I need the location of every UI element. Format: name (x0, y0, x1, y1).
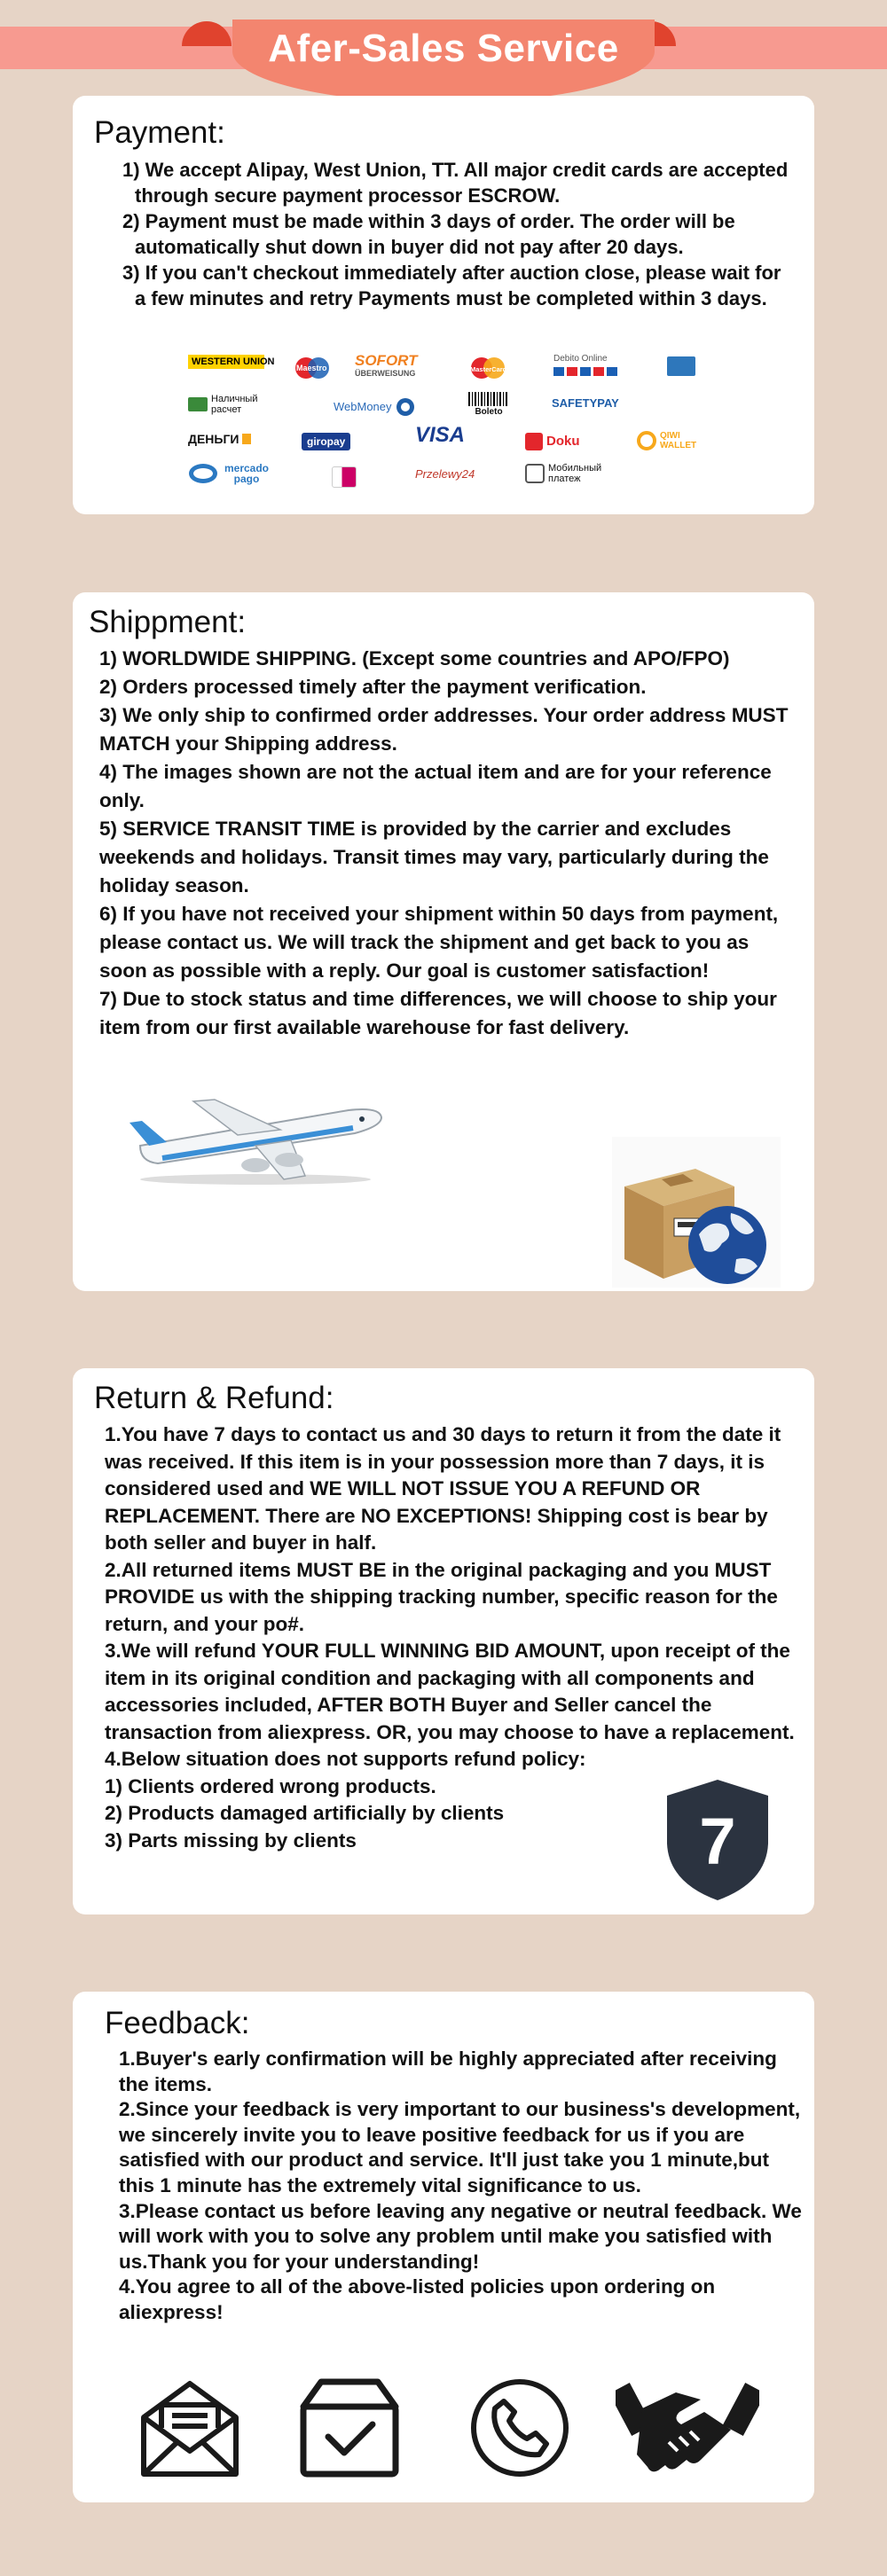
refund-item: 1.You have 7 days to contact us and 30 days to return it from the date it was received. If this item is in your possession more than 7 days, it is considered used and WE WILL NOT ISSUE YOU A REFUND OR REPLACEMENT. There are NO EXCEPTIONS! Shipping cost is bear by both seller and buyer in half. (105, 1423, 781, 1554)
header-banner (0, 0, 887, 106)
phone-icon (467, 2375, 573, 2481)
feedback-item: 4.You agree to all of the above-listed policies upon ordering on aliexpress! (119, 2275, 716, 2323)
feedback-item: 1.Buyer's early confirmation will be highly appreciated after receiving the items. (119, 2047, 777, 2095)
shipment-item: 5) SERVICE TRANSIT TIME is provided by the carrier and excludes weekends and holidays. Transit times may vary, particularly during the holiday season. (99, 818, 769, 897)
sofort-logo: SOFORT ÜBERWEISUNG (355, 352, 418, 378)
refund-item: 3) Parts missing by clients (105, 1828, 357, 1852)
shipment-item: 2) Orders processed timely after the payment verification. (99, 676, 647, 698)
amex-logo (667, 356, 695, 376)
mercado-pago-logo: mercado pago (188, 463, 271, 484)
payment-heading: Payment: (94, 115, 225, 150)
maestro-logo: Maestro (293, 356, 332, 380)
mastercard-logo: MasterCard (468, 356, 507, 380)
shipment-item: 7) Due to stock status and time differences, we will choose to ship your item from our first available warehouse for fast delivery. (99, 988, 777, 1038)
refund-item: 2.All returned items MUST BE in the original packaging and you MUST PROVIDE us with the shipping tracking number, specific reason for the return, and your po#. (105, 1558, 778, 1635)
shipment-list (99, 645, 800, 1042)
webmoney-logo: WebMoney (334, 397, 415, 417)
payment-card (73, 96, 814, 514)
refund-item: 3.We will refund YOUR FULL WINNING BID AMOUNT, upon receipt of the item in its original condition and packaging with all components and accessories included, AFTER BOTH Buyer and Seller cancel the transaction from aliexpress. OR, you may choose to have a replacement. (105, 1640, 795, 1743)
refund-item: 1) Clients ordered wrong products. (105, 1774, 436, 1797)
debito-logo: Debito Online (553, 353, 617, 376)
banner-dot-left (182, 21, 232, 46)
przelewy-logo: Przelewy24 (415, 467, 475, 481)
feedback-item: 3.Please contact us before leaving any negative or neutral feedback. We will work with you to solve any problem until make you satisfied with us.Thank you for your understanding! (119, 2199, 802, 2273)
handshake-icon (616, 2373, 759, 2481)
payment-item: 1) We accept Alipay, West Union, TT. All major credit cards are accepted through secure payment processor ESCROW. (122, 159, 789, 207)
feedback-list (119, 2047, 802, 2326)
shipment-heading: Shippment: (89, 605, 247, 639)
shipment-card (73, 592, 814, 1291)
refund-item: 4.Below situation does not supports refund policy: (105, 1748, 586, 1770)
payment-item: 3) If you can't checkout immediately after auction close, please wait for a few minutes and retry Payments must be completed within 3 days. (122, 262, 781, 309)
nalichny-logo: Наличный расчет (188, 394, 275, 415)
refund-item: 2) Products damaged artificially by clients (105, 1802, 505, 1824)
western-union-logo: WESTERN UNION (188, 355, 264, 369)
feedback-card (73, 1992, 814, 2502)
boleto-logo: Boleto (468, 392, 509, 419)
payment-item: 2) Payment must be made within 3 days of order. The order will be automatically shut down in buyer did not pay after 20 days. (122, 210, 735, 258)
yandex-money-logo: ДЕНЬГИ (188, 433, 251, 445)
shipment-item: 1) WORLDWIDE SHIPPING. (Except some countries and APO/FPO) (99, 647, 730, 669)
doku-logo: Doku (525, 433, 580, 450)
feedback-item: 2.Since your feedback is very important to our business's development, we sincerely invite you to leave positive feedback for us if you are satisfied with our product and service. It'll just take you 1 minute,but this 1 minute has the extremely vital significance to us. (119, 2098, 801, 2196)
mobile-payment-logo: Мобильный платеж (525, 463, 619, 484)
ideal-logo (332, 466, 357, 488)
shipment-item: 6) If you have not received your shipment within 50 days from payment, please contact us. We will track the shipment and get back to you as soon as possible with a reply. Our goal is customer satisfaction! (99, 903, 779, 982)
shield-badge-number: 7 (699, 1805, 736, 1878)
visa-logo: VISA (415, 423, 466, 447)
package-check-icon (296, 2375, 403, 2481)
shipment-item: 4) The images shown are not the actual item and are for your reference only. (99, 761, 772, 811)
mail-icon (137, 2375, 243, 2481)
shipment-item: 3) We only ship to confirmed order addresses. Your order address MUST MATCH your Shipping address. (99, 704, 789, 755)
giropay-logo: giropay (302, 433, 350, 450)
refund-card (73, 1368, 814, 1914)
feedback-heading: Feedback: (105, 2006, 250, 2040)
safetypay-logo: SAFETYPAY (552, 396, 619, 410)
refund-heading: Return & Refund: (94, 1381, 334, 1415)
airplane-icon (122, 1091, 389, 1188)
page-title: Afer-Sales Service (268, 27, 619, 70)
globe-package-icon (612, 1137, 781, 1288)
qiwi-logo: QIWI WALLET (637, 431, 704, 450)
